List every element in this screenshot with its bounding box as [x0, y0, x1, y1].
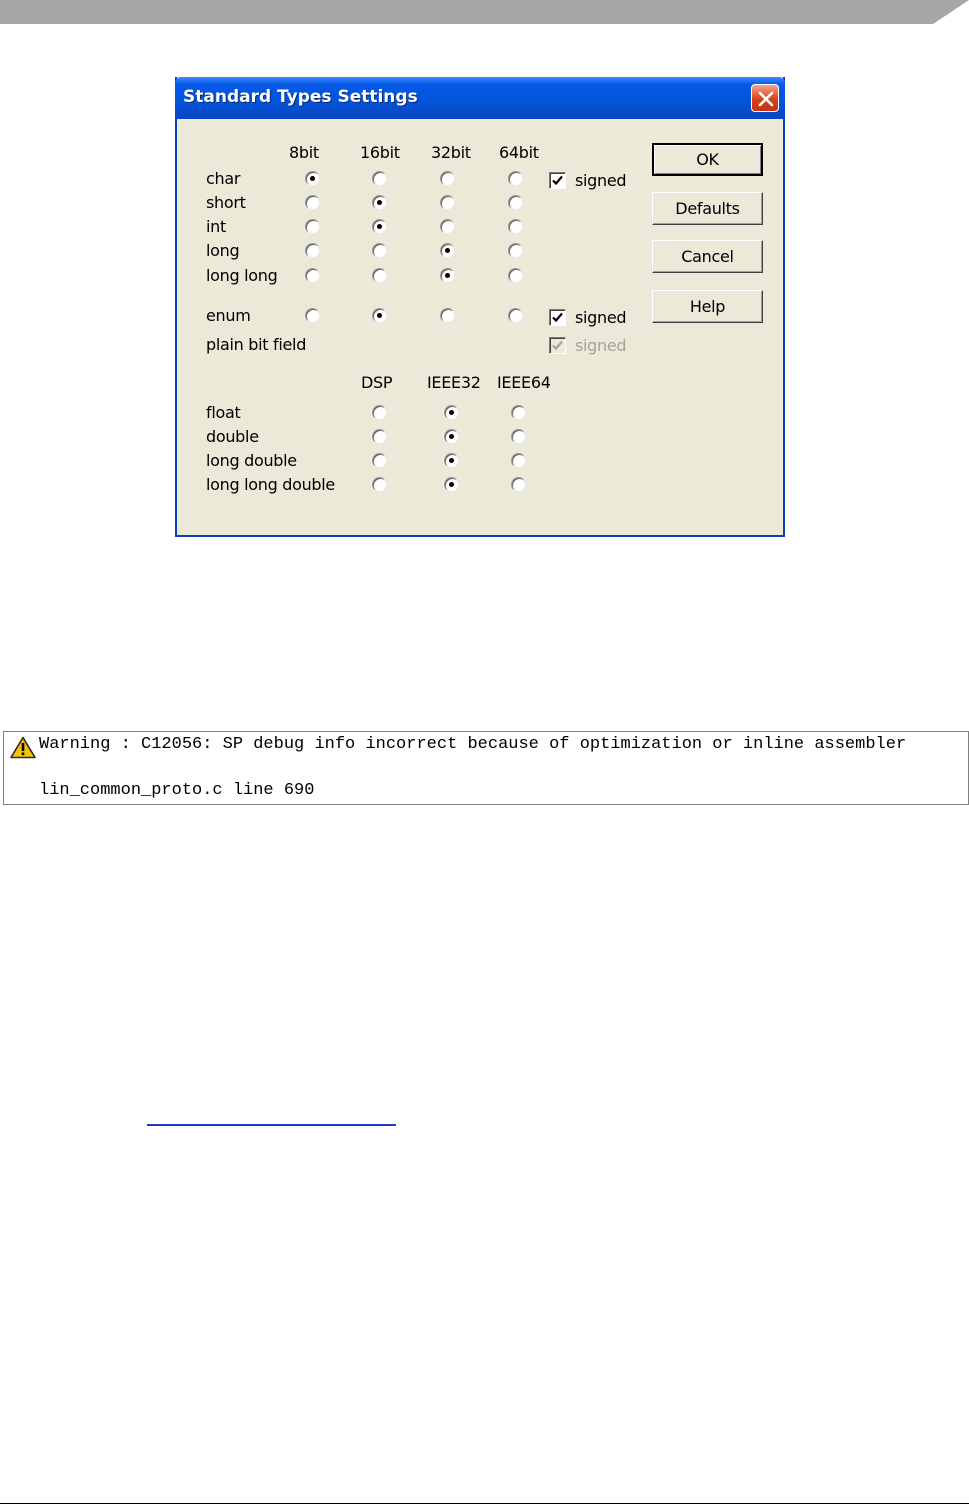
row-label-long-long-double: long long double — [206, 475, 335, 494]
radio-enum-64bit[interactable] — [508, 308, 523, 323]
bitfield-signed-label: signed — [575, 336, 627, 355]
radio-char-32bit[interactable] — [440, 171, 455, 186]
radio-int-32bit[interactable] — [440, 219, 455, 234]
radio-long-8bit[interactable] — [305, 243, 320, 258]
dialog-titlebar[interactable] — [175, 77, 785, 119]
row-label-short: short — [206, 193, 246, 212]
dialog-title: Standard Types Settings — [183, 87, 418, 107]
defaults-button[interactable]: Defaults — [652, 192, 763, 225]
radio-float-ieee64[interactable] — [511, 405, 526, 420]
warning-triangle-icon — [10, 736, 36, 759]
page-header-bar — [0, 0, 969, 24]
radio-long-long-16bit[interactable] — [372, 268, 387, 283]
checkmark-icon — [551, 174, 564, 187]
column-header-32bit: 32bit — [431, 143, 471, 162]
char-signed-label: signed — [575, 171, 627, 190]
column-header-ieee64: IEEE64 — [497, 373, 551, 392]
column-header-16bit: 16bit — [360, 143, 400, 162]
radio-short-64bit[interactable] — [508, 195, 523, 210]
radio-enum-8bit[interactable] — [305, 308, 320, 323]
radio-enum-16bit[interactable] — [372, 308, 387, 323]
radio-char-16bit[interactable] — [372, 171, 387, 186]
radio-short-8bit[interactable] — [305, 195, 320, 210]
row-label-long-double: long double — [206, 451, 297, 470]
row-label-float: float — [206, 403, 241, 422]
close-icon — [758, 91, 774, 107]
radio-float-dsp[interactable] — [372, 405, 387, 420]
radio-long-double-ieee64[interactable] — [511, 453, 526, 468]
radio-long-16bit[interactable] — [372, 243, 387, 258]
row-label-char: char — [206, 169, 241, 188]
radio-long-long-32bit[interactable] — [440, 268, 455, 283]
column-header-64bit: 64bit — [499, 143, 539, 162]
radio-long-double-dsp[interactable] — [372, 453, 387, 468]
help-button[interactable]: Help — [652, 290, 763, 323]
char-signed-checkbox[interactable] — [549, 172, 566, 189]
checkmark-icon — [551, 339, 564, 352]
standard-types-settings-dialog — [175, 77, 785, 537]
warning-message-box — [3, 731, 969, 805]
row-label-int: int — [206, 217, 226, 236]
radio-char-8bit[interactable] — [305, 171, 320, 186]
warning-message-text: Warning : C12056: SP debug info incorrect because of optimization or inline assembler — [39, 735, 907, 754]
row-label-long-long: long long — [206, 266, 278, 285]
row-label-enum: enum — [206, 306, 251, 325]
radio-long-double-ieee32[interactable] — [444, 453, 459, 468]
radio-long-long-64bit[interactable] — [508, 268, 523, 283]
radio-long-32bit[interactable] — [440, 243, 455, 258]
row-label-double: double — [206, 427, 259, 446]
radio-long-long-double-ieee32[interactable] — [444, 477, 459, 492]
page-footer-rule — [0, 1503, 969, 1504]
cancel-button[interactable]: Cancel — [652, 240, 763, 273]
radio-int-64bit[interactable] — [508, 219, 523, 234]
radio-short-16bit[interactable] — [372, 195, 387, 210]
hyperlink-underline[interactable] — [147, 1124, 396, 1126]
row-label-plain-bit-field: plain bit field — [206, 335, 307, 354]
ok-button[interactable]: OK — [652, 143, 763, 176]
radio-enum-32bit[interactable] — [440, 308, 455, 323]
column-header-ieee32: IEEE32 — [427, 373, 481, 392]
column-header-8bit: 8bit — [289, 143, 319, 162]
radio-float-ieee32[interactable] — [444, 405, 459, 420]
warning-location-text: lin_common_proto.c line 690 — [39, 781, 315, 800]
radio-char-64bit[interactable] — [508, 171, 523, 186]
radio-long-long-8bit[interactable] — [305, 268, 320, 283]
close-button[interactable] — [751, 84, 779, 112]
radio-double-ieee32[interactable] — [444, 429, 459, 444]
radio-short-32bit[interactable] — [440, 195, 455, 210]
radio-double-ieee64[interactable] — [511, 429, 526, 444]
checkmark-icon — [551, 311, 564, 324]
radio-double-dsp[interactable] — [372, 429, 387, 444]
bitfield-signed-checkbox — [549, 337, 566, 354]
radio-long-long-double-ieee64[interactable] — [511, 477, 526, 492]
row-label-long: long — [206, 241, 240, 260]
enum-signed-label: signed — [575, 308, 627, 327]
radio-long-long-double-dsp[interactable] — [372, 477, 387, 492]
radio-int-8bit[interactable] — [305, 219, 320, 234]
enum-signed-checkbox[interactable] — [549, 309, 566, 326]
column-header-dsp: DSP — [361, 373, 393, 392]
radio-int-16bit[interactable] — [372, 219, 387, 234]
radio-long-64bit[interactable] — [508, 243, 523, 258]
dialog-client-area — [177, 119, 783, 535]
